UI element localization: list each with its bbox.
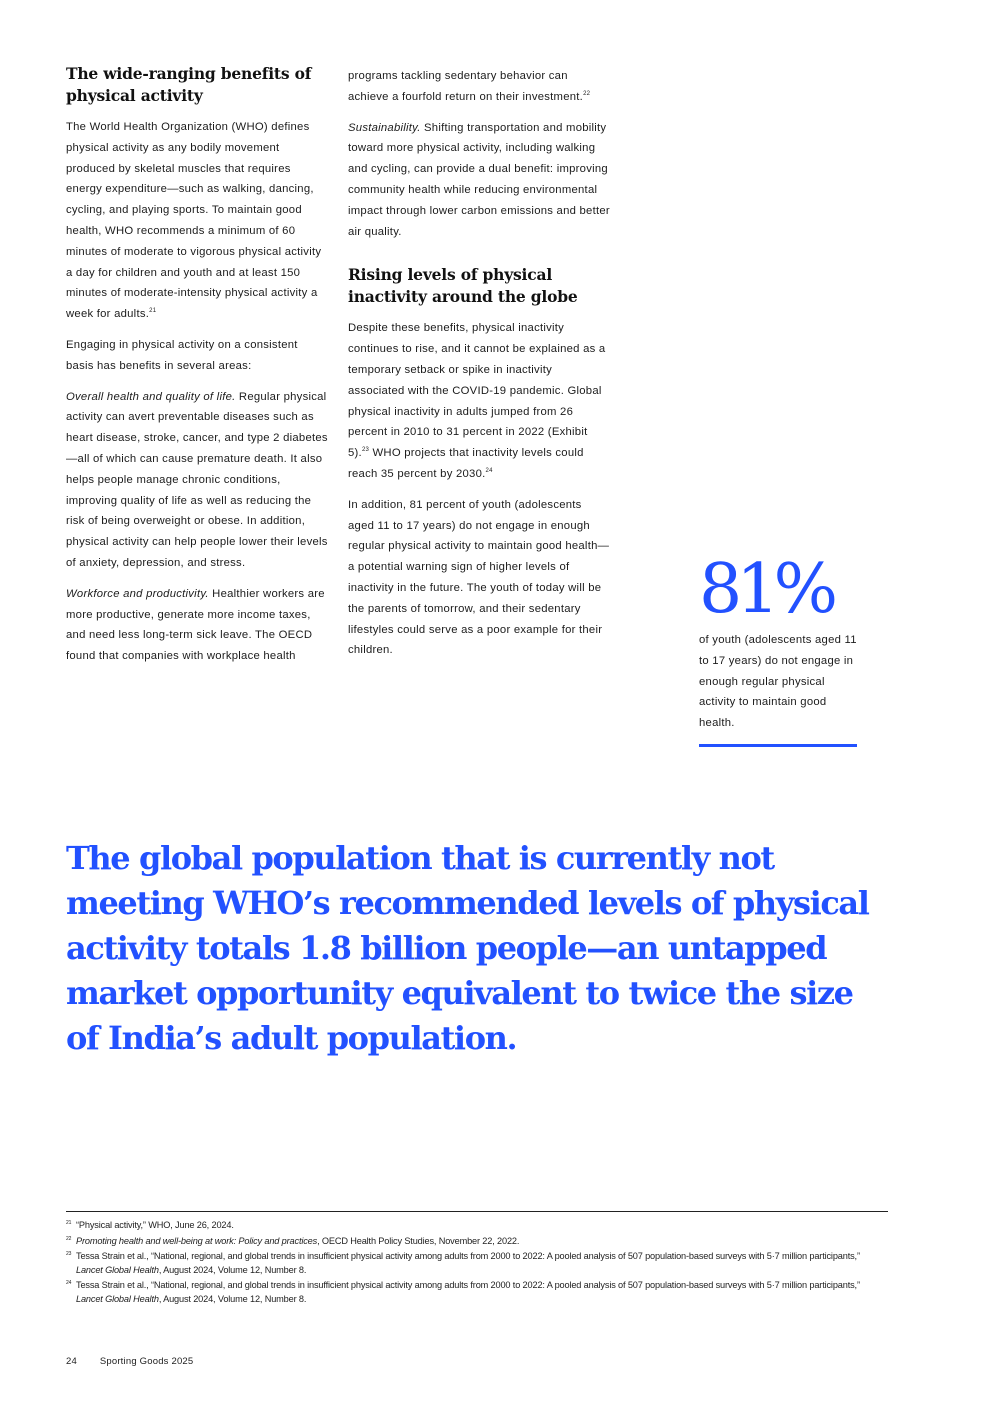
footnote: 21 “Physical activity,” WHO, June 26, 2024. bbox=[66, 1220, 234, 1231]
paragraph: In addition, 81 percent of youth (adolescents aged 11 to 17 years) do not engage in enough regular physical activity to maintain good health—a potential warning sign of higher levels of inactivity in the future. The youth of today will be the parents of tomorrow, and their sedentary lifestyles could serve as a poor example for their children. bbox=[348, 498, 610, 657]
footnote-ref: 21 bbox=[149, 308, 157, 315]
pull-quote: The global population that is currently not meeting WHO’s recommended levels of physical activity totals 1.8 billion people—an untapped market opportunity equivalent to twice the size of India’s adult population. bbox=[66, 839, 869, 1057]
stat-callout bbox=[699, 550, 857, 747]
lead-in: Overall health and quality of life. bbox=[66, 390, 236, 403]
publication-title: Sporting Goods 2025 bbox=[99, 1356, 194, 1367]
lead-in: Sustainability. bbox=[348, 121, 421, 134]
footnote: 23 Tessa Strain et al., “National, regional, and global trends in insufficient physical activity among adults from 2000 to 2022: A pooled analysis of 507 population-based surveys with 5·7 million participants,” Lancet Global Health, August 2024, Volume 12, Number 8. bbox=[66, 1251, 860, 1275]
paragraph: Engaging in physical activity on a consistent basis has benefits in several areas: bbox=[66, 338, 298, 372]
paragraph: Sustainability. Shifting transportation and mobility toward more physical activity, including walking and cycling, can provide a dual benefit: improving community health while reducing environmental impact through lower carbon emissions and better air quality. bbox=[348, 121, 610, 238]
paragraph: The World Health Organization (WHO) defines physical activity as any bodily movement produced by skeletal muscles that requires energy expenditure—such as walking, dancing, cycling, and playing sports. To maintain good health, WHO recommends a minimum of 60 minutes of moderate to vigorous physical activity a day for children and youth and at least 150 minutes of moderate-intensity physical activity a week for adults.$^{21}$ bbox=[66, 121, 322, 321]
footnote-ref: 24 bbox=[485, 468, 493, 475]
footnote: 24 Tessa Strain et al., “National, regional, and global trends in insufficient physical activity among adults from 2000 to 2022: A pooled analysis of 507 population-based surveys with 5·7 million participants,” Lancet Global Health, August 2024, Volume 12, Number 8. bbox=[66, 1280, 860, 1304]
lead-in: Workforce and productivity. bbox=[66, 587, 209, 600]
stat-number: 81% bbox=[699, 550, 833, 629]
section-heading-inactivity: Rising levels of physical inactivity around the globe bbox=[348, 265, 578, 307]
footnote-ref: 22 bbox=[583, 91, 591, 98]
paragraph: Overall health and quality of life. Regular physical activity can avert preventable diseases such as heart disease, stroke, cancer, and type 2 diabetes—all of which can cause premature death. It also helps people manage chronic conditions, improving quality of life as well as reducing the risk of being overweight or obese. In addition, physical activity can help people lower their levels of anxiety, depression, and stress. bbox=[66, 390, 328, 569]
stat-caption: of youth (adolescents aged 11 to 17 years) do not engage in enough regular physical activity to maintain good health. bbox=[699, 630, 857, 747]
paragraph: Workforce and productivity. Healthier workers are more productive, generate more income taxes, and need less long-term sick leave. The OECD found that companies with workplace health bbox=[66, 587, 325, 663]
footnote: 22 Promoting health and well-being at work: Policy and practices, OECD Health Policy Studies, November 22, 2022. bbox=[66, 1235, 520, 1246]
footnotes bbox=[66, 1211, 888, 1306]
middle-column bbox=[348, 66, 610, 671]
footnote-ref: 23 bbox=[361, 447, 370, 454]
paragraph: programs tackling sedentary behavior can achieve a fourfold return on their investment.$^{22}$ bbox=[348, 70, 591, 103]
left-column bbox=[66, 63, 328, 677]
section-heading-benefits: The wide-ranging benefits of physical activity bbox=[66, 64, 312, 105]
paragraph: Despite these benefits, physical inactivity continues to rise, and it cannot be explained as a temporary setback or spike in inactivity associated with the COVID-19 pandemic. Global physical inactivity in adults jumped from 26 percent in 2010 to 31 percent in 2022 (Exhibit 5).$^{23}$ WHO projects that inactivity levels could reach 35 percent by 2030.24 bbox=[348, 322, 606, 480]
page-footer bbox=[66, 1356, 193, 1367]
page-number: 24 bbox=[66, 1356, 77, 1367]
